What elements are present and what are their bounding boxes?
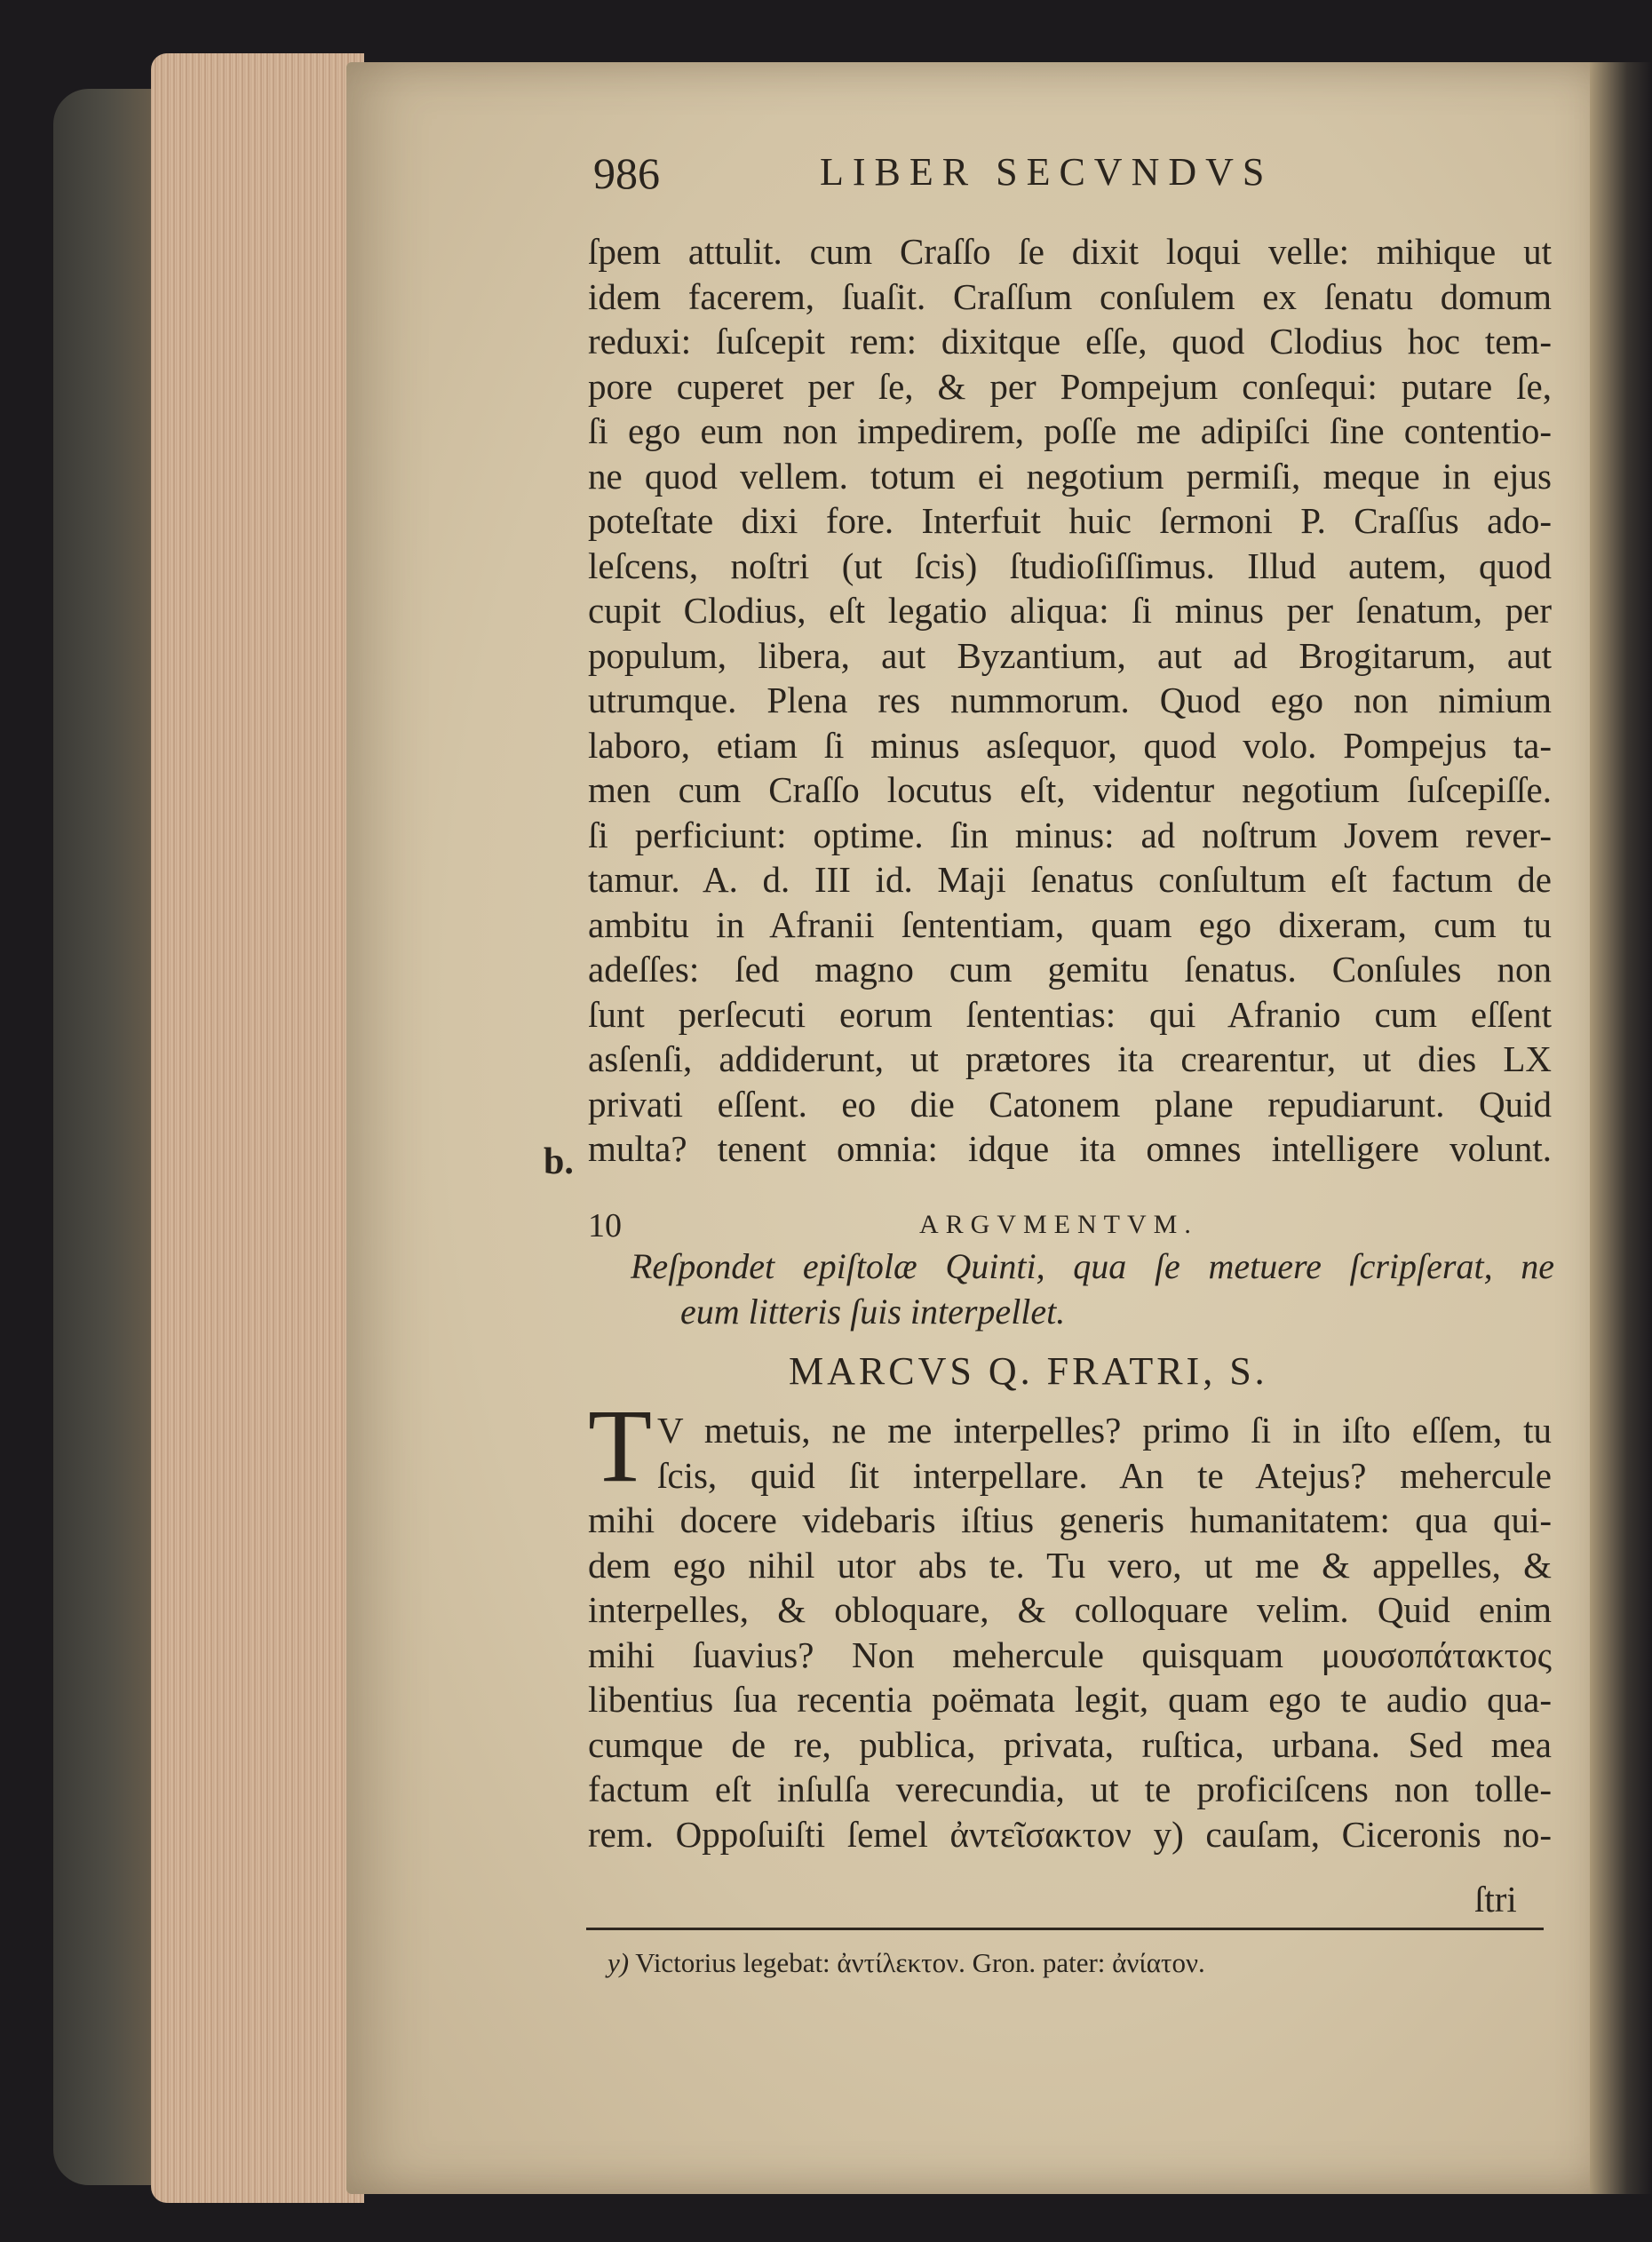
text-line: privati eſſent. eo die Catonem plane repudiarunt. Quid xyxy=(588,1083,1552,1125)
letter-salutation: MARCVS Q. FRATRI, S. xyxy=(789,1349,1268,1393)
text-line: V metuis, ne me interpelles? primo ſi in iſto eſſem, tu xyxy=(657,1410,1552,1451)
text-line: pore cuperet per ſe, & per Pompejum conſequi: putare ſe, xyxy=(588,365,1552,407)
text-line: adeſſes: ſed magno cum gemitu ſenatus. Conſules non xyxy=(588,949,1552,990)
text-line: populum, libera, aut Byzantium, aut ad Brogitarum, aut xyxy=(588,634,1552,676)
margin-letter: b. xyxy=(544,1141,574,1182)
text-line: idem facerem, ſuaſit. Craſſum conſulem ex ſenatu domum xyxy=(588,275,1552,317)
text-line: ambitu in Afranii ſententiam, quam ego dixeram, cum tu xyxy=(588,903,1552,945)
section-number: 10 xyxy=(588,1207,622,1244)
text-line: tamur. A. d. III id. Maji ſenatus conſultum eſt factum de xyxy=(588,859,1552,900)
text-line: reduxi: ſuſcepit rem: dixitque eſſe, quod Clodius hoc tem- xyxy=(588,321,1552,362)
page-header xyxy=(593,147,1357,210)
text-line: ſpem attulit. cum Craſſo ſe dixit loqui velle: mihique ut xyxy=(588,231,1552,272)
text-line: cumque de re, publica, privata, ruſtica, urbana. Sed mea xyxy=(588,1723,1552,1765)
text-line: mihi ſuavius? Non mehercule quisquam μουσοπάτακτος xyxy=(588,1634,1552,1675)
catchword: ſtri xyxy=(1474,1879,1517,1920)
text-line: asſenſi, addiderunt, ut prætores ita crearentur, ut dies LX xyxy=(588,1038,1552,1079)
page-number: 986 xyxy=(593,148,660,198)
text-line: interpelles, & obloquare, & colloquare velim. Quid enim xyxy=(588,1589,1552,1630)
text-line: utrumque. Plena res nummorum. Quod ego non nimium xyxy=(588,680,1552,720)
text-line: poteſtate dixi fore. Interfuit huic ſermoni P. Craſſus ado- xyxy=(588,500,1552,541)
text-line: ſcis, quid ſit interpellare. An te Atejus? mehercule xyxy=(657,1454,1552,1496)
text-line: mihi docere videbaris iſtius generis humanitatem: qua qui- xyxy=(588,1499,1552,1540)
book-gutter xyxy=(1590,62,1652,2194)
footnote-rule xyxy=(586,1928,1544,1930)
text-line: rem. Oppoſuiſti ſemel ἀντεῖσακτον y) cauſam, Ciceronis no- xyxy=(588,1813,1552,1855)
text-line: men cum Craſſo locutus eſt, videntur negotium ſuſcepiſſe. xyxy=(588,769,1552,810)
argument-summary xyxy=(631,1245,1554,1333)
text-line: laboro, etiam ſi minus asſequor, quod volo. Pompejus ta- xyxy=(588,724,1552,766)
text-line: cupit Clodius, eſt legatio aliqua: ſi minus per ſenatum, per xyxy=(588,590,1552,631)
text-line: ſunt perſecuti eorum ſententias: qui Afranio cum eſſent xyxy=(588,993,1552,1035)
text-line: leſcens, noſtri (ut ſcis) ſtudioſiſſimus. Illud autem, quod xyxy=(588,545,1552,586)
text-line: multa? tenent omnia: idque ita omnes intelligere volunt. xyxy=(588,1128,1552,1169)
page-stack-edges xyxy=(151,53,364,2203)
summary-line: Reſpondet epiſtolæ Quinti, qua ſe metuere ſcripſerat, ne xyxy=(631,1246,1554,1286)
footnote xyxy=(608,1947,1205,1979)
text-line: ſi perficiunt: optime. ſin minus: ad noſtrum Jovem rever- xyxy=(588,814,1552,855)
summary-line: eum litteris ſuis interpellet. xyxy=(680,1291,1066,1332)
text-line: factum eſt inſulſa verecundia, ut te proficiſcens non tolle- xyxy=(588,1769,1552,1809)
footnote-marker: y) xyxy=(608,1947,630,1978)
text-line: libentius ſua recentia poëmata legit, quam ego te audio qua- xyxy=(588,1679,1552,1720)
letter-text xyxy=(588,1408,1552,1856)
text-line: dem ego nihil utor abs te. Tu vero, ut me & appelles, & xyxy=(588,1544,1552,1586)
body-text xyxy=(588,229,1552,1172)
running-head: LIBER SECVNDVS xyxy=(820,150,1274,194)
drop-cap: T xyxy=(588,1387,653,1504)
text-line: ſi ego eum non impedirem, poſſe me adipiſci ſine contentio- xyxy=(588,410,1552,451)
argumentum-heading: ARGVMENTVM. xyxy=(919,1210,1198,1239)
text-line: ne quod vellem. totum ei negotium permiſi, meque in ejus xyxy=(588,455,1552,497)
footnote-text: Victorius legebat: ἀντίλεκτον. Gron. pater: ἀνίατον. xyxy=(635,1947,1205,1978)
